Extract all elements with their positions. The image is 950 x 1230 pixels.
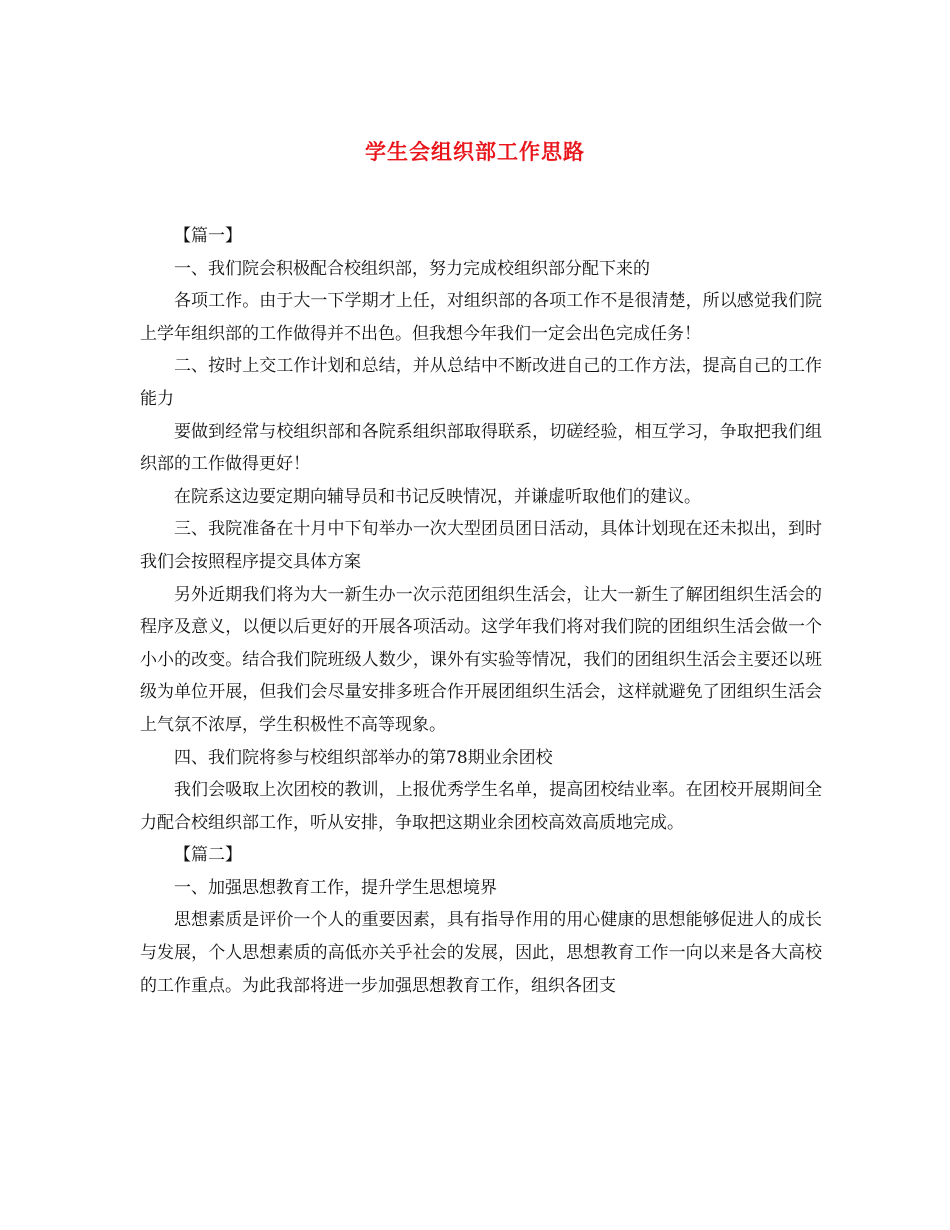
document-title: 学生会组织部工作思路 (365, 139, 585, 164)
paragraph: 我们会吸取上次团校的教训，上报优秀学生名单，提高团校结业率。在团校开展期间全力配合校组织部工作，听从安排，争取把这期业余团校高效高质地完成。 (140, 780, 822, 833)
paragraph: 二、按时上交工作计划和总结，并从总结中不断改进自己的工作方法，提高自己的工作能力 (140, 356, 822, 409)
paragraph: 四、我们院将参与校组织部举办的第78期业余团校 (174, 747, 553, 768)
paragraph: 要做到经常与校组织部和各院系组织部取得联系，切磋经验，相互学习，争取把我们组织部的工作做得更好！ (140, 421, 822, 475)
document-body (140, 220, 822, 1002)
paragraph: 另外近期我们将为大一新生办一次示范团组织生活会，让大一新生了解团组织生活会的程序及意义，以便以后更好的开展各项活动。这学年我们将对我们院的团组织生活会做一个小小的改变。结合我们院班级人数少，课外有实验等情况，我们的团组织生活会主要还以班级为单位开展，但我们会尽量安排多班合作开展团组织生活会，这样就避免了团组织生活会上气氛不浓厚，学生积极性不高等现象。 (140, 584, 822, 735)
section-heading: 【篇一】 (174, 226, 242, 246)
section-heading: 【篇二】 (174, 845, 242, 866)
paragraph: 三、我院准备在十月中下旬举办一次大型团员团日活动，具体计划现在还未拟出，到时我们会按照程序提交具体方案 (140, 519, 822, 572)
paragraph: 各项工作。由于大一下学期才上任，对组织部的各项工作不是很清楚，所以感觉我们院上学年组织部的工作做得并不出色。但我想今年我们一定会出色完成任务！ (140, 291, 822, 344)
paragraph: 思想素质是评价一个人的重要因素，具有指导作用的用心健康的思想能够促进人的成长与发展，个人思想素质的高低亦关乎社会的发展，因此，思想教育工作一向以来是各大高校的工作重点。为此我部将进一步加强思想教育工作，组织各团支 (140, 910, 822, 996)
paragraph: 一、加强思想教育工作，提升学生思想境界 (174, 877, 497, 898)
paragraph: 在院系这边要定期向辅导员和书记反映情况，并谦虚听取他们的建议。 (174, 486, 701, 507)
paragraph: 一、我们院会积极配合校组织部，努力完成校组织部分配下来的 (174, 258, 650, 279)
